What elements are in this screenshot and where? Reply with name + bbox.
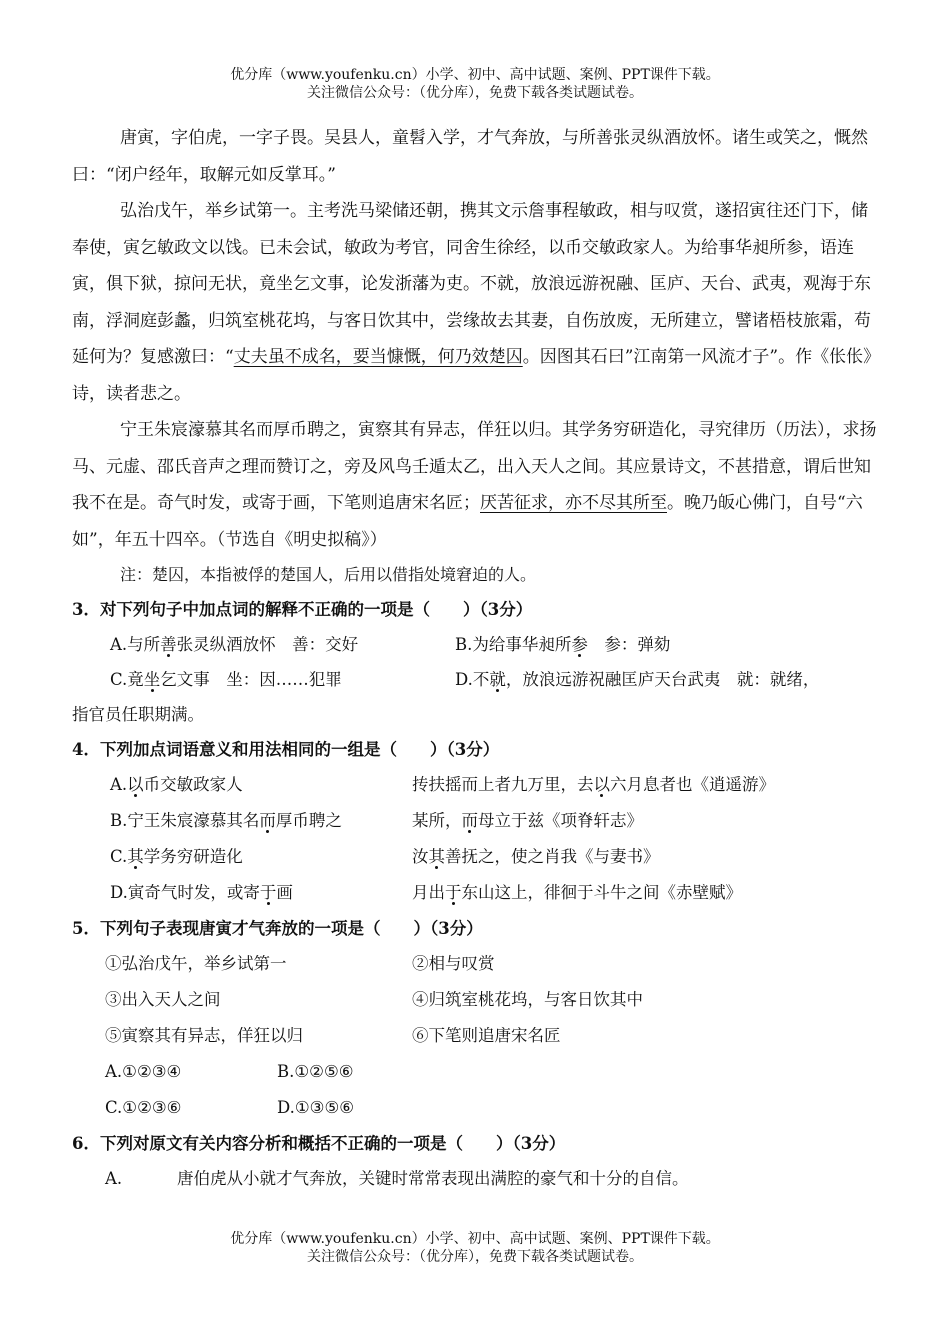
q3-d-pre: D.不 xyxy=(455,670,490,689)
q3-options-cd xyxy=(72,662,882,697)
q3-d-dotted-word: 就 xyxy=(489,670,506,689)
q4-b-right-dotted: 而 xyxy=(461,811,478,830)
q4-a-left xyxy=(72,767,412,803)
q4-c-left xyxy=(72,839,412,875)
q5-option-c: C.①②③⑥ xyxy=(105,1098,182,1117)
q4-b-left-dotted: 而 xyxy=(259,811,276,830)
q4-a-right xyxy=(412,767,775,803)
footer-line-2: 关注微信公众号：（优分库），免费下载各类试题试卷。 xyxy=(307,1249,643,1265)
q3-a-post: 张灵纵酒放怀 善：交好 xyxy=(176,635,359,654)
q4-b-left-post: 厚币聘之 xyxy=(275,811,342,830)
page-header xyxy=(0,66,950,102)
q5-items-row-2 xyxy=(72,982,882,1018)
q4-c-right xyxy=(412,839,660,875)
q3-c-dotted-word: 坐 xyxy=(143,670,161,689)
q4-d-right xyxy=(412,875,742,911)
q4-a-right-dotted: 以 xyxy=(593,775,610,794)
q4-c-left-post: 学务穷研造化 xyxy=(143,847,243,866)
q4-a-left-dotted: 以 xyxy=(127,775,144,794)
q3-b-pre: B.为给事华昶所 xyxy=(455,635,572,654)
q4-a-left-pre: A. xyxy=(110,775,128,794)
q5-items-row-1 xyxy=(72,946,882,982)
q3-option-d xyxy=(455,670,819,689)
q4-stem: 4．下列加点词语意义和用法相同的一组是（ ）（3分） xyxy=(72,740,500,759)
q3-stem: 3．对下列句子中加点词的解释不正确的一项是（ ）（3分） xyxy=(72,600,533,619)
q5-item-6: ⑥下笔则追唐宋名匠 xyxy=(412,1026,561,1045)
q4-c-right-post: 善抚之，使之肖我《与妻书》 xyxy=(445,847,660,866)
q4-a-left-post: 币交敏政家人 xyxy=(143,775,243,794)
q4-d-right-dotted: 于 xyxy=(445,883,462,902)
q4-d-right-post: 东山这上，徘徊于斗牛之间《赤壁赋》 xyxy=(461,883,742,902)
passage-p3-text-a: 宁王朱宸濠慕其名而厚币聘之，寅察其有异志，佯狂以归。其学务穷研造化，寻究律历（历法），求扬马、元虚、邵氏音声之理而赞订之，旁及风鸟壬遁太乙，出入天人之间。其应景诗文，不甚措意，谓后世知我不在是。奇气时发，或寄于画，下笔则追唐宋名匠； xyxy=(72,420,877,513)
passage-paragraph-2 xyxy=(72,193,882,412)
header-line-1: 优分库（www.youfenku.cn）小学、初中、高中试题、案例、PPT课件下载。 xyxy=(230,67,720,83)
q4-b-right xyxy=(412,803,643,839)
q4-option-d xyxy=(72,875,882,911)
q5-item-5: ⑤寅察其有异志，佯狂以归 xyxy=(105,1026,303,1045)
q3-c-pre: C.竟 xyxy=(110,670,144,689)
underlined-sentence-1: 丈夫虽不成名，要当慷慨，何乃效楚囚 xyxy=(233,347,523,367)
underlined-sentence-2: 厌苦征求，亦不尽其所至 xyxy=(480,493,667,513)
q5-item-2: ②相与叹赏 xyxy=(412,954,495,973)
header-line-2: 关注微信公众号：（优分库），免费下载各类试题试卷。 xyxy=(307,85,643,101)
passage-p3-text-b: 。晚乃皈心佛门，自号“六如”，年五十四卒。（节选自《明史拟稿》） xyxy=(72,493,863,550)
passage-note: 注：楚囚，本指被俘的楚国人，后用以借指处境窘迫的人。 xyxy=(120,565,537,584)
q4-d-left-pre: D.寅奇气时发，或寄 xyxy=(110,883,260,902)
passage-paragraph-3 xyxy=(72,412,882,558)
q3-option-a xyxy=(110,627,455,662)
q4-d-left xyxy=(72,875,412,911)
q3-b-post: 参：弹劾 xyxy=(587,635,671,654)
q3-option-d-continuation: 指官员任职期满。 xyxy=(72,705,204,724)
q5-option-a: A.①②③④ xyxy=(105,1062,182,1081)
q3-options-ab xyxy=(72,627,882,662)
q5-item-1: ①弘治戊午，举乡试第一 xyxy=(105,954,287,973)
q3-option-c xyxy=(110,662,455,697)
q4-option-b xyxy=(72,803,882,839)
passage-paragraph-1: 唐寅，字伯虎，一字子畏。吴县人，童髫入学，才气奔放，与所善张灵纵酒放怀。诸生或笑之，慨然曰：“闭户经年，取解元如反掌耳。” xyxy=(72,128,868,185)
q5-option-d: D.①③⑤⑥ xyxy=(277,1098,355,1117)
q4-option-a xyxy=(72,767,882,803)
q4-c-left-dotted: 其 xyxy=(127,847,144,866)
document-body xyxy=(72,120,882,1197)
q5-item-3: ③出入天人之间 xyxy=(105,990,221,1009)
q3-b-dotted-word: 参 xyxy=(571,635,588,654)
q4-c-right-pre: 汝 xyxy=(412,847,429,866)
q3-a-pre: A.与所 xyxy=(110,635,161,654)
footer-line-1: 优分库（www.youfenku.cn）小学、初中、高中试题、案例、PPT课件下载。 xyxy=(230,1231,720,1247)
q4-b-left-pre: B.宁王朱宸濠慕其名 xyxy=(110,811,260,830)
q5-options-row-1 xyxy=(72,1054,882,1090)
q3-option-b xyxy=(455,635,670,654)
q3-d-post: ，放浪远游祝融匡庐天台武夷 就：就绪， xyxy=(505,670,820,689)
q3-c-post: 乞文事 坐：因……犯罪 xyxy=(160,670,342,689)
q4-b-right-pre: 某所， xyxy=(412,811,462,830)
q6-stem: 6．下列对原文有关内容分析和概括不正确的一项是（ ）（3分） xyxy=(72,1134,566,1153)
q4-option-c xyxy=(72,839,882,875)
q5-items-row-3 xyxy=(72,1018,882,1054)
q5-option-b: B.①②⑤⑥ xyxy=(277,1062,354,1081)
q4-d-right-pre: 月出 xyxy=(412,883,445,902)
q4-c-left-pre: C. xyxy=(110,847,128,866)
passage-p2-text-a: 弘治戊午，举乡试第一。主考洗马梁储还朝，携其文示詹事程敏政，相与叹赏，遂招寅往还门下，储奉使，寅乞敏政文以饯。已未会试，敏政为考官，同舍生徐经，以币交敏政家人。为给事华昶所参，语连寅，俱下狱，掠问无状，竟坐乞文事，论发浙藩为吏。不就，放浪远游祝融、匡庐、天台、武夷，观海于东南，浮洞庭彭蠡，归筑室桃花坞，与客日饮其中，尝缘故去其妻，自伤放废，无所建立，譬诸梧枝旅霜，苟延何为？复感激曰：“ xyxy=(72,201,871,367)
q5-options-row-2 xyxy=(72,1090,882,1126)
q3-a-dotted-word: 善 xyxy=(160,635,177,654)
q4-c-right-dotted: 其 xyxy=(428,847,445,866)
q4-a-right-pre: 抟扶摇而上者九万里，去 xyxy=(412,775,594,794)
passage-p2-text-b: 。因图其石曰”江南第一风流才子”。作《伥伥》诗，读者悲之。 xyxy=(72,347,881,404)
q4-b-right-post: 母立于兹《项脊轩志》 xyxy=(478,811,643,830)
q5-item-4: ④归筑室桃花坞，与客日饮其中 xyxy=(412,990,643,1009)
q6-a-label: A. xyxy=(105,1169,123,1188)
q4-b-left xyxy=(72,803,412,839)
page-footer xyxy=(0,1230,950,1266)
q4-d-left-post: 画 xyxy=(276,883,293,902)
q4-a-right-post: 六月息者也《逍遥游》 xyxy=(610,775,775,794)
q4-d-left-dotted: 于 xyxy=(259,883,277,902)
q6-option-a xyxy=(72,1161,882,1197)
q5-stem: 5．下列句子表现唐寅才气奔放的一项是（ ）（3分） xyxy=(72,919,483,938)
q6-a-text: 唐伯虎从小就才气奔放，关键时常常表现出满腔的豪气和十分的自信。 xyxy=(177,1169,689,1188)
